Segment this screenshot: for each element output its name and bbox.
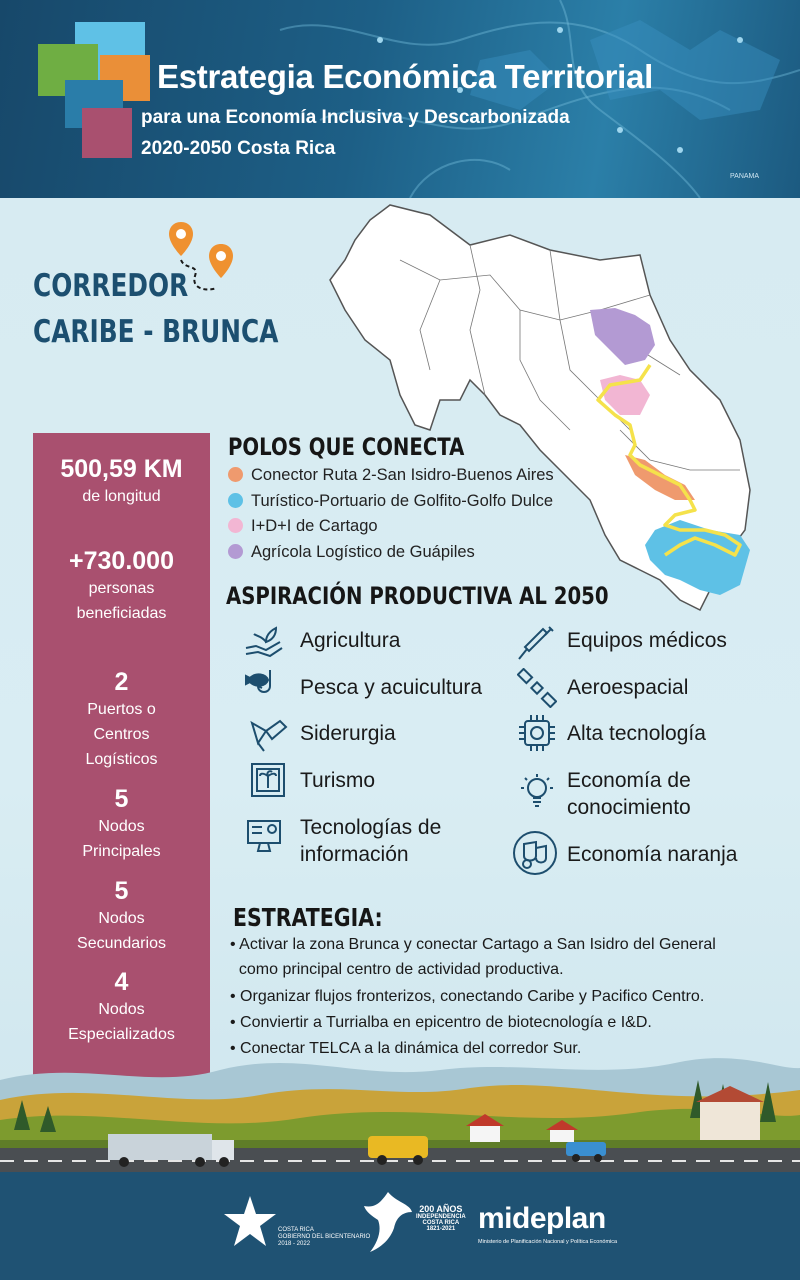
syringe-icon bbox=[517, 623, 557, 663]
stat-value: +730.000 bbox=[69, 547, 174, 575]
hand-plant-icon bbox=[244, 620, 284, 660]
asp-right-3: Economía de conocimiento bbox=[567, 769, 691, 819]
estrategia-heading: ESTRATEGIA: bbox=[233, 903, 383, 932]
stat-label: beneficiadas bbox=[76, 605, 167, 622]
theater-masks-icon bbox=[512, 830, 558, 876]
purple-dot-icon bbox=[228, 544, 243, 559]
stat-label: personas bbox=[88, 580, 155, 597]
polo-item bbox=[228, 517, 378, 536]
stat-label: Principales bbox=[82, 843, 161, 860]
stats-sidebar bbox=[33, 433, 210, 1083]
stat-label: Secundarios bbox=[77, 935, 166, 952]
mideplan-logo: mideplan bbox=[478, 1202, 606, 1235]
logo-text: INDEPENDENCIA bbox=[416, 1214, 466, 1220]
page-period: 2020-2050 Costa Rica bbox=[141, 138, 336, 159]
stat-label: Nodos bbox=[98, 910, 145, 927]
steel-icon bbox=[248, 713, 288, 753]
logo-text: 1821-2021 bbox=[426, 1226, 456, 1232]
orange-dot-icon bbox=[228, 467, 243, 482]
polo-item bbox=[228, 543, 475, 562]
palm-picture-icon bbox=[248, 760, 288, 800]
polo-label: I+D+I de Cartago bbox=[251, 517, 378, 535]
stat-personas bbox=[33, 547, 210, 626]
footer bbox=[0, 1172, 800, 1280]
stat-label: de longitud bbox=[82, 488, 161, 505]
stat-label: Puertos o bbox=[87, 701, 156, 718]
asp-right-2: Alta tecnología bbox=[567, 722, 706, 745]
stat-label: Centros bbox=[93, 726, 150, 743]
logo-text: GOBIERNO DEL BICENTENARIO bbox=[278, 1234, 371, 1240]
stat-value: 500,59 KM bbox=[60, 455, 183, 483]
chip-brain-icon bbox=[517, 713, 557, 753]
stat-nodos-principales bbox=[33, 785, 210, 864]
mideplan-subtitle: Ministerio de Planificación Nacional y Política Económica bbox=[478, 1239, 618, 1245]
polo-item bbox=[228, 466, 554, 485]
asp-left-4: Tecnologías de información bbox=[300, 816, 442, 866]
stat-longitud bbox=[33, 455, 210, 509]
aspiracion-heading: ASPIRACIÓN PRODUCTIVA AL 2050 bbox=[226, 582, 609, 610]
logo-text: COSTA RICA bbox=[422, 1220, 460, 1226]
page-title: Estrategia Económica Territorial bbox=[157, 58, 653, 95]
stat-nodos-especializados bbox=[33, 968, 210, 1047]
lightbulb-gear-icon bbox=[517, 772, 557, 812]
landscape-illustration bbox=[0, 1040, 800, 1174]
stat-value: 5 bbox=[114, 785, 129, 813]
corridor-title-line2: CARIBE - BRUNCA bbox=[33, 314, 279, 350]
polo-item bbox=[228, 492, 553, 511]
stat-label: Logísticos bbox=[85, 751, 158, 768]
computer-icon bbox=[244, 815, 284, 855]
page-subtitle: para una Economía Inclusiva y Descarbonizada bbox=[141, 107, 570, 128]
stat-value: 2 bbox=[114, 668, 129, 696]
asp-right-1: Aeroespacial bbox=[567, 676, 689, 699]
stat-label: Nodos bbox=[98, 1001, 145, 1018]
asp-left-1: Pesca y acuicultura bbox=[300, 676, 483, 699]
estrategia-item: • Conviertir a Turrialba en epicentro de biotecnología e I&D. bbox=[230, 1014, 652, 1031]
bicentenario-bird-logo-icon bbox=[360, 1188, 416, 1258]
stat-label: Especializados bbox=[68, 1026, 175, 1043]
asp-left-3: Turismo bbox=[300, 769, 376, 792]
polo-label: Agrícola Logístico de Guápiles bbox=[251, 543, 475, 561]
blue-dot-icon bbox=[228, 493, 243, 508]
pink-dot-icon bbox=[228, 518, 243, 533]
logo-200-anos bbox=[416, 1204, 466, 1232]
stat-value: 4 bbox=[114, 968, 129, 996]
polo-label: Conector Ruta 2-San Isidro-Buenos Aires bbox=[251, 466, 554, 484]
stat-nodos-secundarios bbox=[33, 877, 210, 956]
costa-rica-star-logo-icon bbox=[220, 1192, 280, 1252]
logo-gobierno bbox=[278, 1227, 370, 1248]
fish-hook-icon bbox=[244, 666, 284, 706]
logo-text: 2018 - 2022 bbox=[278, 1241, 311, 1247]
stat-label: Nodos bbox=[98, 818, 145, 835]
estrategia-item: • Activar la zona Brunca y conectar Cartago a San Isidro del General bbox=[230, 936, 716, 953]
asp-right-0: Equipos médicos bbox=[567, 629, 727, 652]
panama-label: PANAMA bbox=[730, 173, 760, 180]
polo-label: Turístico-Portuario de Golfito-Golfo Dulce bbox=[251, 492, 554, 510]
polos-heading: POLOS QUE CONECTA bbox=[228, 433, 465, 461]
logo-text: 200 AÑOS bbox=[419, 1204, 463, 1214]
corridor-title-line1: CORREDOR bbox=[33, 268, 189, 304]
estrategia-item: • Organizar flujos fronterizos, conectando Caribe y Pacifico Centro. bbox=[230, 988, 705, 1005]
map-texture-decoration bbox=[260, 0, 800, 198]
stat-puertos bbox=[33, 668, 210, 772]
estrategia-item: como principal centro de actividad productiva. bbox=[230, 961, 564, 978]
logo-text: COSTA RICA bbox=[278, 1227, 314, 1233]
estrategia-item: • Conectar TELCA a la dinámica del corredor Sur. bbox=[230, 1040, 582, 1057]
stat-value: 5 bbox=[114, 877, 129, 905]
asp-left-2: Siderurgia bbox=[300, 722, 396, 745]
asp-left-0: Agricultura bbox=[300, 629, 401, 652]
square-decoration bbox=[82, 108, 132, 158]
asp-right-4: Economía naranja bbox=[567, 843, 738, 866]
header-banner bbox=[0, 0, 800, 198]
satellite-icon bbox=[517, 668, 557, 708]
